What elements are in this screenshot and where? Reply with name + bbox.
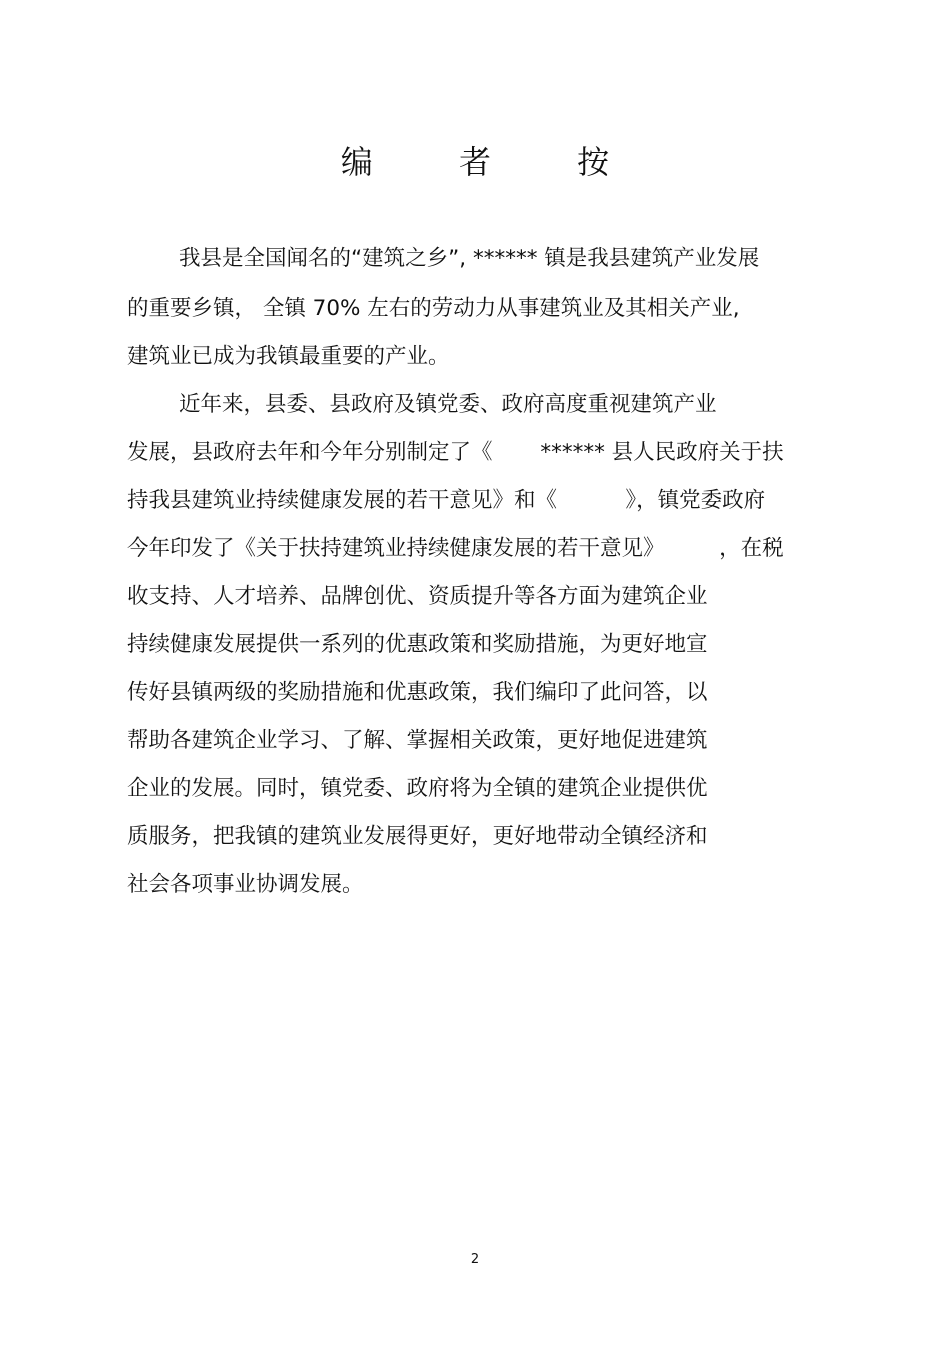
paragraph-line: 发展，县政府去年和今年分别制定了《 ****** 县人民政府关于扶 [127, 440, 784, 465]
paragraph-line: 建筑业已成为我镇最重要的产业。 [127, 344, 450, 369]
paragraph-line: 收支持、人才培养、品牌创优、资质提升等各方面为建筑企业 [127, 584, 708, 609]
paragraph-line: 质服务，把我镇的建筑业发展得更好，更好地带动全镇经济和 [127, 824, 708, 849]
paragraph-line: 今年印发了《关于扶持建筑业持续健康发展的若干意见》 ，在税 [127, 536, 784, 561]
paragraph-line: 持我县建筑业持续健康发展的若干意见》和《 》，镇党委政府 [127, 488, 766, 513]
paragraph-line: 帮助各建筑企业学习、了解、掌握相关政策，更好地促进建筑 [127, 728, 708, 753]
paragraph-line: 企业的发展。同时，镇党委、政府将为全镇的建筑企业提供优 [127, 776, 708, 801]
paragraph-line: 持续健康发展提供一系列的优惠政策和奖励措施，为更好地宣 [127, 632, 708, 657]
paragraph-line: 社会各项事业协调发展。 [127, 872, 364, 897]
paragraph-line: 传好县镇两级的奖励措施和优惠政策，我们编印了此问答，以 [127, 680, 708, 705]
page-title: 编 者 按 [340, 143, 648, 181]
paragraph-line: 的重要乡镇， 全镇 70% 左右的劳动力从事建筑业及其相关产业, [127, 296, 740, 321]
paragraph-line: 近年来，县委、县政府及镇党委、政府高度重视建筑产业 [179, 392, 717, 417]
paragraph-line: 我县是全国闻名的“建筑之乡”, ****** 镇是我县建筑产业发展 [179, 246, 760, 271]
page-number: 2 [470, 1252, 480, 1267]
